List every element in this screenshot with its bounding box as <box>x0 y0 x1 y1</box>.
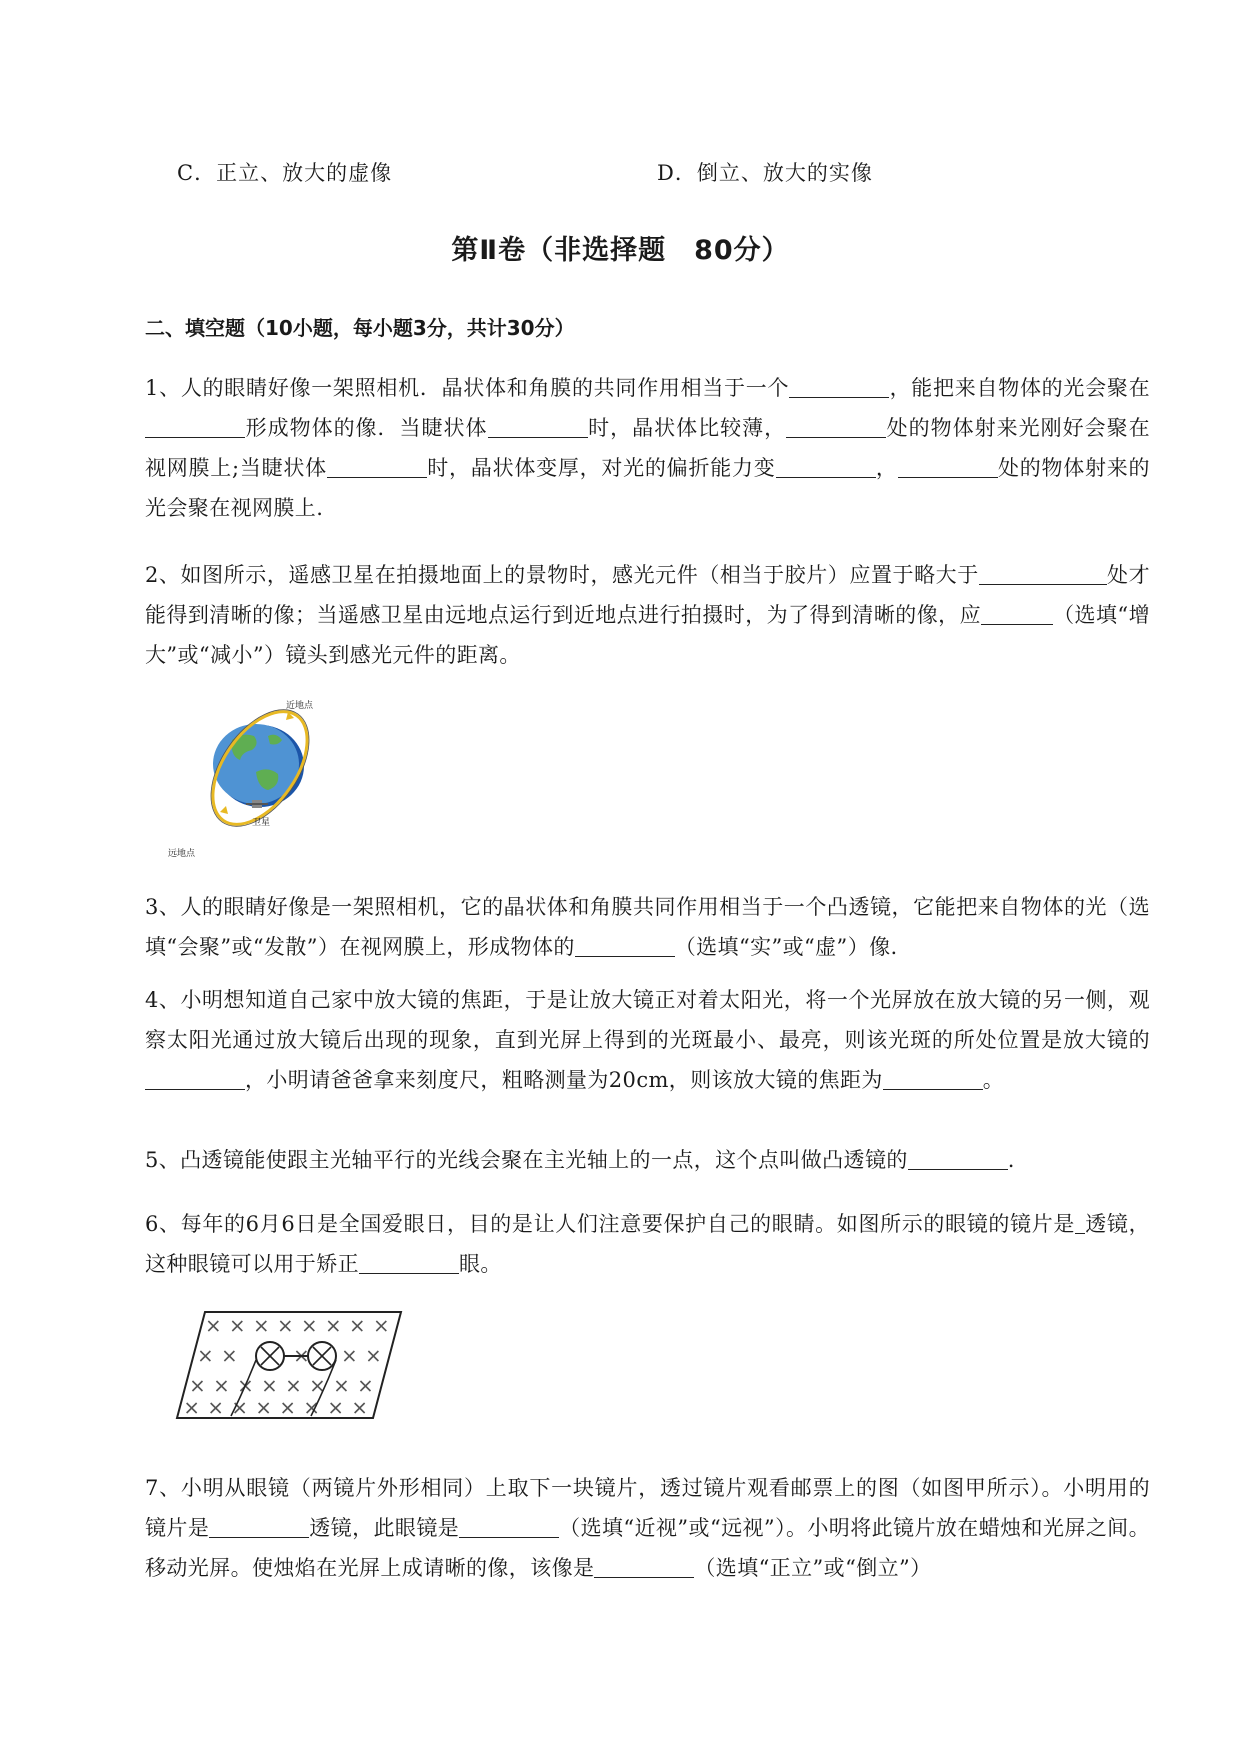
option-d: D．倒立、放大的实像 <box>657 161 873 185</box>
question-1: 1、人的眼睛好像一架照相机．晶状体和角膜的共同作用相当于一个 ，能把来自物体的光会聚在形成物体的像．当睫状体 时，晶状体比较薄， 处的物体射来光刚好会聚在视网膜上;当睫状体 时，晶状体变厚，对光的偏折能力变 ， 处的物体射来的光会聚在视网膜上. <box>145 368 1150 528</box>
satellite-orbit-figure <box>168 700 328 860</box>
answer-blank[interactable] <box>979 560 1107 585</box>
field-cross-icon <box>200 1351 210 1361</box>
field-cross-icon <box>352 1321 362 1331</box>
answer-blank[interactable] <box>488 413 588 438</box>
answer-blank[interactable] <box>327 453 427 478</box>
section-title: 第Ⅱ卷（非选择题 80分） <box>451 235 790 266</box>
answer-blank[interactable] <box>594 1553 694 1578</box>
field-cross-icon <box>328 1321 338 1331</box>
perigee-label: 近地点 <box>286 701 314 711</box>
field-cross-icon <box>288 1381 298 1391</box>
answer-blank[interactable] <box>898 453 998 478</box>
answer-blank[interactable] <box>1075 1209 1085 1234</box>
question-2: 2、如图所示，遥感卫星在拍摄地面上的景物时，感光元件（相当于胶片）应置于略大于 处才能得到清晰的像；当遥感卫星由远地点运行到近地点进行拍摄时，为了得到清晰的像，应 （选填“增大”或“减小”）镜头到感光元件的距离。 <box>145 555 1150 675</box>
magnetic-field-figure <box>175 1308 405 1423</box>
answer-blank[interactable] <box>786 413 886 438</box>
field-cross-icon <box>376 1321 386 1331</box>
field-cross-icon <box>192 1381 202 1391</box>
field-cross-icon <box>280 1321 290 1331</box>
answer-blank[interactable] <box>883 1065 983 1090</box>
satellite-label: 卫星 <box>252 818 271 828</box>
question-5: 5、凸透镜能使跟主光轴平行的光线会聚在主光轴上的一点，这个点叫做凸透镜的 . <box>145 1140 1150 1180</box>
apogee-label: 远地点 <box>168 849 196 859</box>
field-cross-icon <box>208 1321 218 1331</box>
field-cross-icon <box>360 1381 370 1391</box>
field-cross-icon <box>224 1351 234 1361</box>
answer-blank[interactable] <box>575 932 675 957</box>
answer-blank[interactable] <box>981 600 1053 625</box>
field-cross-icon <box>259 1403 269 1413</box>
answer-blank[interactable] <box>145 413 245 438</box>
field-cross-icon <box>336 1381 346 1391</box>
field-cross-icon <box>355 1403 365 1413</box>
field-cross-icon <box>211 1403 221 1413</box>
question-3: 3、人的眼睛好像是一架照相机，它的晶状体和角膜共同作用相当于一个凸透镜，它能把来自物体的光（选填“会聚”或“发散”）在视网膜上，形成物体的 （选填“实”或“虚”）像. <box>145 895 1150 959</box>
answer-blank[interactable] <box>209 1513 309 1538</box>
field-cross-icon <box>312 1381 322 1391</box>
field-cross-icon <box>368 1351 378 1361</box>
field-cross-icon <box>264 1381 274 1391</box>
field-cross-icon <box>256 1321 266 1331</box>
answer-blank[interactable] <box>459 1513 559 1538</box>
answer-blank[interactable] <box>908 1145 1008 1170</box>
question-4: 4、小明想知道自己家中放大镜的焦距，于是让放大镜正对着太阳光，将一个光屏放在放大镜的另一侧，观察太阳光通过放大镜后出现的现象，直到光屏上得到的光斑最小、最亮，则该光斑的所处位置是放大镜的，小明请爸爸拿来刻度尺，粗略测量为20cm，则该放大镜的焦距为 。 <box>145 988 1150 1092</box>
field-cross-icon <box>331 1403 341 1413</box>
field-cross-icon <box>344 1351 354 1361</box>
field-cross-icon <box>187 1403 197 1413</box>
answer-blank[interactable] <box>776 453 876 478</box>
ring-icon <box>308 1342 336 1370</box>
field-cross-icon <box>232 1321 242 1331</box>
field-cross-icon <box>304 1321 314 1331</box>
question-7: 7、小明从眼镜（两镜片外形相同）上取下一块镜片，透过镜片观看邮票上的图（如图甲所示）。小明用的镜片是 透镜，此眼镜是 （选填“近视”或“远视”）。小明将此镜片放在蜡烛和光屏之间。移动光屏。使烛焰在光屏上成请晰的像，该像是 （选填“正立”或“倒立”） <box>145 1476 1150 1580</box>
field-cross-icon <box>283 1403 293 1413</box>
answer-blank[interactable] <box>145 1065 245 1090</box>
answer-blank[interactable] <box>789 373 889 398</box>
field-cross-icon <box>216 1381 226 1391</box>
part-title: 二、填空题（10小题，每小题3分，共计30分） <box>145 316 575 340</box>
option-c: C．正立、放大的虚像 <box>177 161 393 185</box>
ring-icon <box>256 1342 284 1370</box>
answer-blank[interactable] <box>359 1249 459 1274</box>
question-6: 6、每年的6月6日是全国爱眼日，目的是让人们注意要保护自己的眼睛。如图所示的眼镜的镜片是 透镜，这种眼镜可以用于矫正 眼。 <box>145 1204 1150 1284</box>
